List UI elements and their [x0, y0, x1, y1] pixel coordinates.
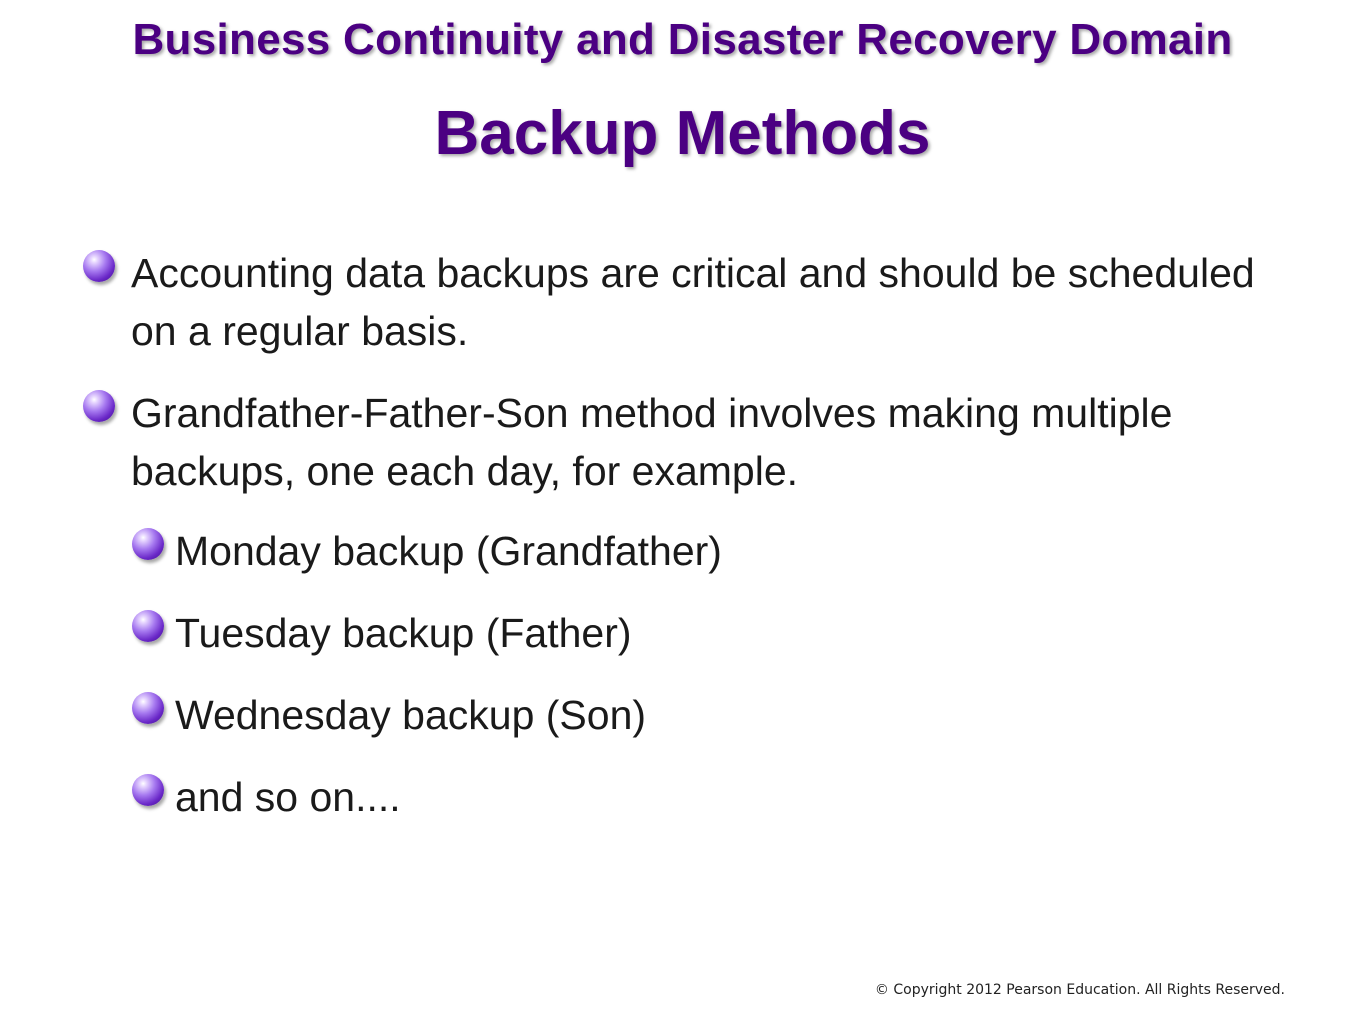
sub-bullet-text: Tuesday backup (Father) — [175, 610, 632, 656]
orb-bullet-icon — [132, 528, 164, 560]
sub-bullet-text: and so on.... — [175, 774, 401, 820]
bullet-text: Grandfather-Father-Son method involves making multiple backups, one each day, for example. — [131, 390, 1173, 494]
orb-bullet-icon — [83, 250, 115, 282]
sub-bullet-text: Monday backup (Grandfather) — [175, 528, 722, 574]
orb-bullet-icon — [83, 390, 115, 422]
slide-title: Backup Methods — [434, 99, 931, 168]
sub-bullet-text: Wednesday backup (Son) — [175, 692, 647, 738]
sub-bullet-item — [175, 522, 1275, 580]
orb-bullet-icon — [132, 774, 164, 806]
sub-bullet-item — [175, 686, 1275, 744]
bullet-item — [131, 384, 1281, 500]
sub-bullet-item — [175, 604, 1275, 662]
bullet-text: Accounting data backups are critical and should be scheduled on a regular basis. — [131, 250, 1255, 354]
copyright-notice: © Copyright 2012 Pearson Education. All Rights Reserved. — [874, 982, 1285, 998]
bullet-item — [131, 244, 1281, 360]
orb-bullet-icon — [132, 610, 164, 642]
sub-bullet-item — [175, 768, 1275, 826]
domain-title: Business Continuity and Disaster Recovery Domain — [132, 15, 1233, 64]
orb-bullet-icon — [132, 692, 164, 724]
